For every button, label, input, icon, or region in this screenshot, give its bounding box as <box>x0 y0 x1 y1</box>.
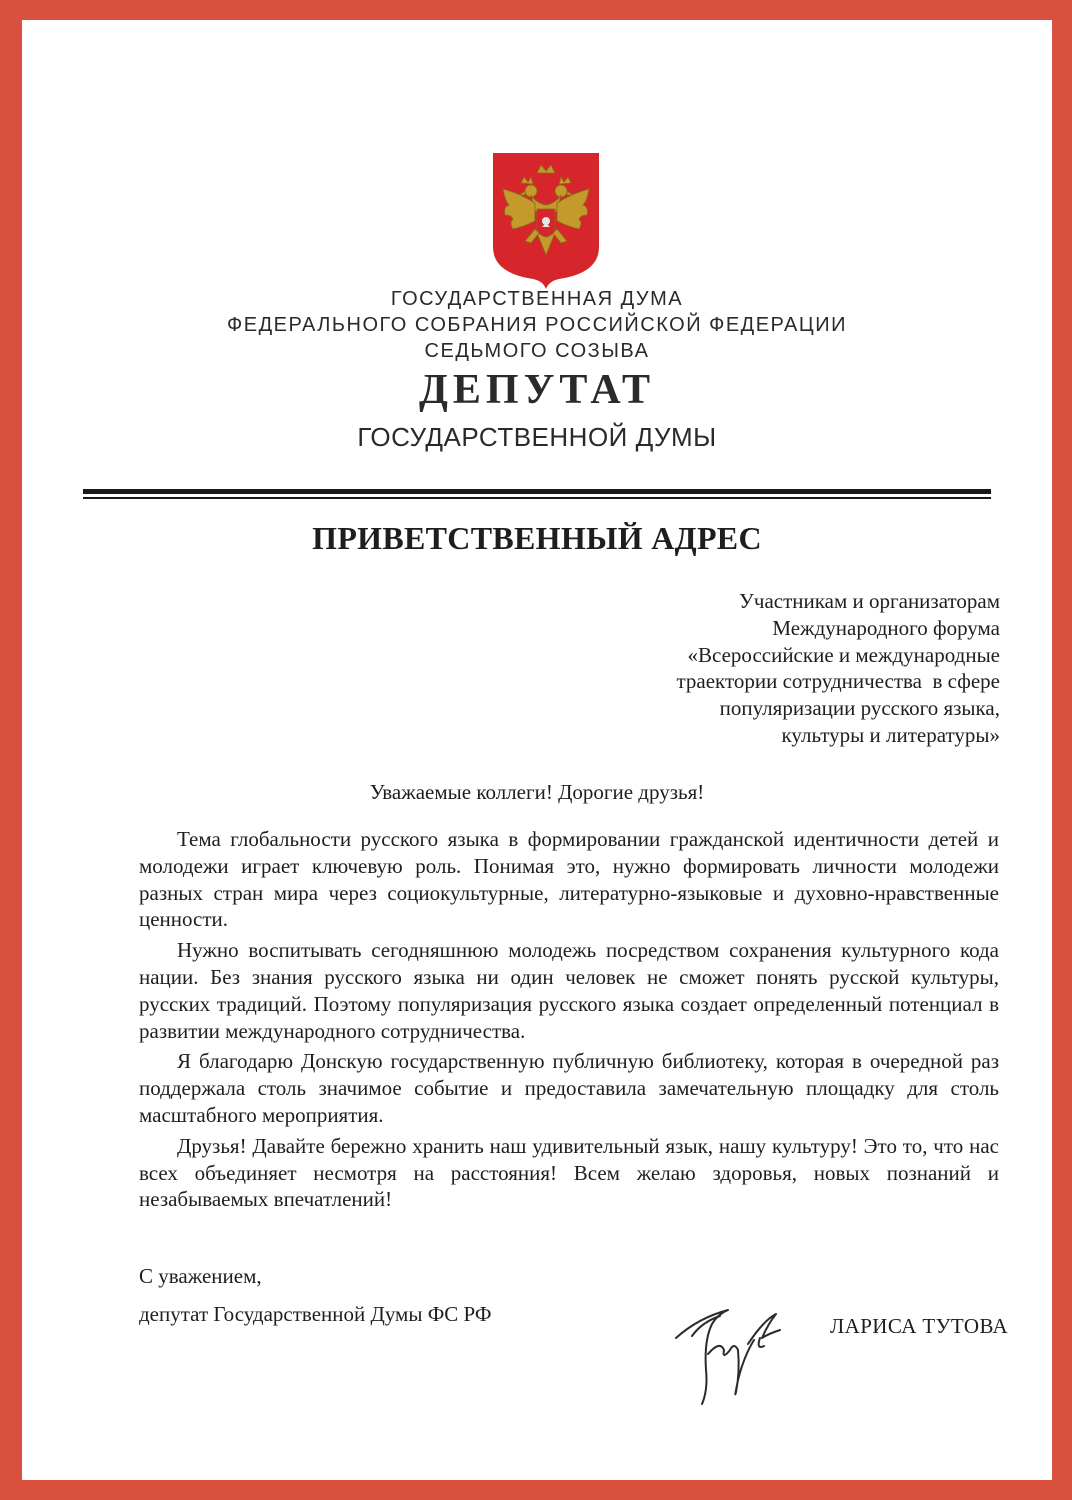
closing-position: депутат Государственной Думы ФС РФ <box>139 1302 492 1326</box>
addressee-block <box>480 588 1000 749</box>
body-paragraph: Я благодарю Донскую государственную публичную библиотеку, которая в очередной раз поддержала столь значимое событие и предоставила замечательную площадку для столь масштабного мероприятия. <box>139 1049 999 1127</box>
greeting: Уважаемые коллеги! Дорогие друзья! <box>369 780 705 804</box>
letter-body <box>139 826 999 1217</box>
letter-page <box>22 20 1052 1480</box>
body-paragraph: Нужно воспитывать сегодняшнюю молодежь посредством сохранения культурного кода нации. Без знания русского языка ни один человек не сможет понять русской культуры, русских традиций. Поэтому популяризация русского языка создает определенный потенциал в развитии международного сотрудничества. <box>139 938 999 1043</box>
handwritten-signature-icon <box>668 1280 788 1410</box>
signer-name: ЛАРИСА ТУТОВА <box>830 1314 1009 1338</box>
addressee-line: Международного форума <box>772 615 1000 640</box>
header-divider-thick <box>83 489 991 494</box>
document-title: ПРИВЕТСТВЕННЫЙ АДРЕС <box>312 520 762 556</box>
position-title: ДЕПУТАТ <box>419 367 655 413</box>
position-body: ГОСУДАРСТВЕННОЙ ДУМЫ <box>357 422 717 452</box>
addressee-line: культуры и литературы» <box>781 722 1000 747</box>
org-line-3: СЕДЬМОГО СОЗЫВА <box>424 340 650 362</box>
org-line-2: ФЕДЕРАЛЬНОГО СОБРАНИЯ РОССИЙСКОЙ ФЕДЕРАЦИИ <box>227 314 847 336</box>
addressee-line: траектории сотрудничества в сфере <box>676 669 1000 694</box>
addressee-line: «Всероссийские и международные <box>687 642 1000 667</box>
body-paragraph: Тема глобальности русского языка в формировании гражданской идентичности детей и молодежи играет ключевую роль. Понимая это, нужно формировать личности молодежи разных стран мира через социокультурные, литературно-языковые и духовно-нравственные ценности. <box>139 827 999 932</box>
addressee-line: Участникам и организаторам <box>739 589 1000 613</box>
closing-salutation: С уважением, <box>139 1264 262 1288</box>
addressee-line: популяризации русского языка, <box>719 696 1000 721</box>
body-paragraph: Друзья! Давайте бережно хранить наш удивительный язык, нашу культуру! Это то, что нас всех объединяет несмотря на расстояния! Всем желаю здоровья, новых познаний и незабываемых впечатлений! <box>139 1133 999 1212</box>
org-line-1: ГОСУДАРСТВЕННАЯ ДУМА <box>390 288 684 310</box>
russian-coat-of-arms-icon <box>491 151 601 291</box>
header-divider-thin <box>83 497 991 499</box>
